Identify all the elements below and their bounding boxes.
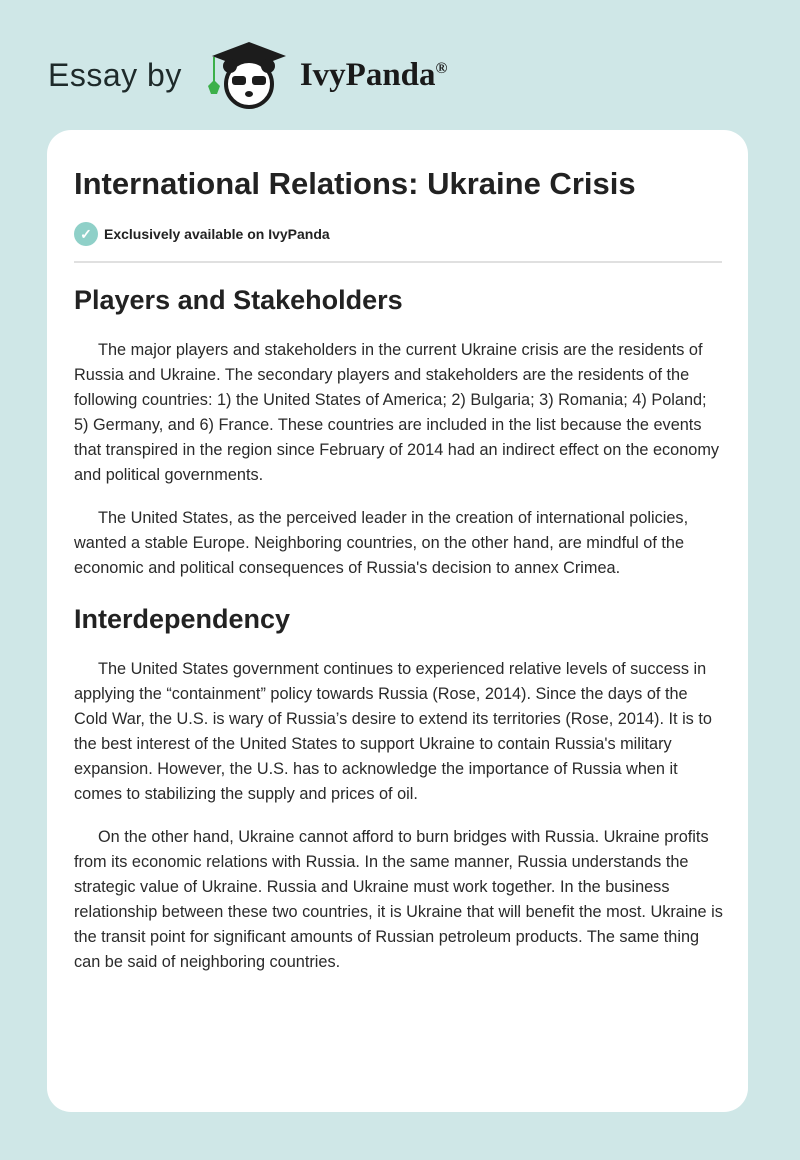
site-header bbox=[48, 40, 448, 110]
paragraph: The United States government continues to experienced relative levels of success in applying the “containment” policy towards Russia (Rose, 2014). Since the days of the Cold War, the U.S. is wary of Russia’s desire to extend its territories (Rose, 2014). It is to the best interest of the United States to support Ukraine to contain Russia's military expansion. However, the U.S. has to acknowledge the importance of Russia when it comes to stabilizing the supply and prices of oil. bbox=[74, 660, 712, 803]
section-heading: Interdependency bbox=[74, 604, 291, 634]
exclusive-badge bbox=[74, 222, 330, 246]
panda-logo-icon[interactable] bbox=[204, 40, 294, 110]
paragraph: The United States, as the perceived leader in the creation of international policies, wanted a stable Europe. Neighboring countries, on the other hand, are mindful of the economic and political consequences of Russia's decision to annex Crimea. bbox=[74, 509, 689, 577]
page-title: International Relations: Ukraine Crisis bbox=[74, 166, 636, 201]
essay-by-label: Essay by bbox=[48, 56, 182, 93]
divider bbox=[74, 261, 722, 263]
paragraph: The major players and stakeholders in the current Ukraine crisis are the residents of Russia and Ukraine. The secondary players and stakeholders are the residents of the following countries: 1) the United States of America; 2) Bulgaria; 3) Romania; 4) Poland; 5) Germany, and 6) France. These countries are included in the list because the events that transpired in the region since February of 2014 had an indirect effect on the economy and political governments. bbox=[74, 341, 720, 484]
section-heading: Players and Stakeholders bbox=[74, 285, 403, 315]
essay-card bbox=[47, 130, 748, 1112]
essay-content bbox=[74, 280, 724, 993]
paragraph: On the other hand, Ukraine cannot afford to burn bridges with Russia. Ukraine profits from its economic relations with Russia. In the same manner, Russia understands the strategic value of Ukraine. Russia and Ukraine must work together. In the business relationship between these two countries, it is Ukraine that will benefit the most. Ukraine is the transit point for significant amounts of Russian petroleum products. The same thing can be said of neighboring countries. bbox=[74, 828, 723, 971]
badge-text: Exclusively available on IvyPanda bbox=[104, 226, 330, 242]
check-icon: ✓ bbox=[74, 222, 98, 246]
brand-name: IvyPanda® bbox=[299, 56, 448, 93]
